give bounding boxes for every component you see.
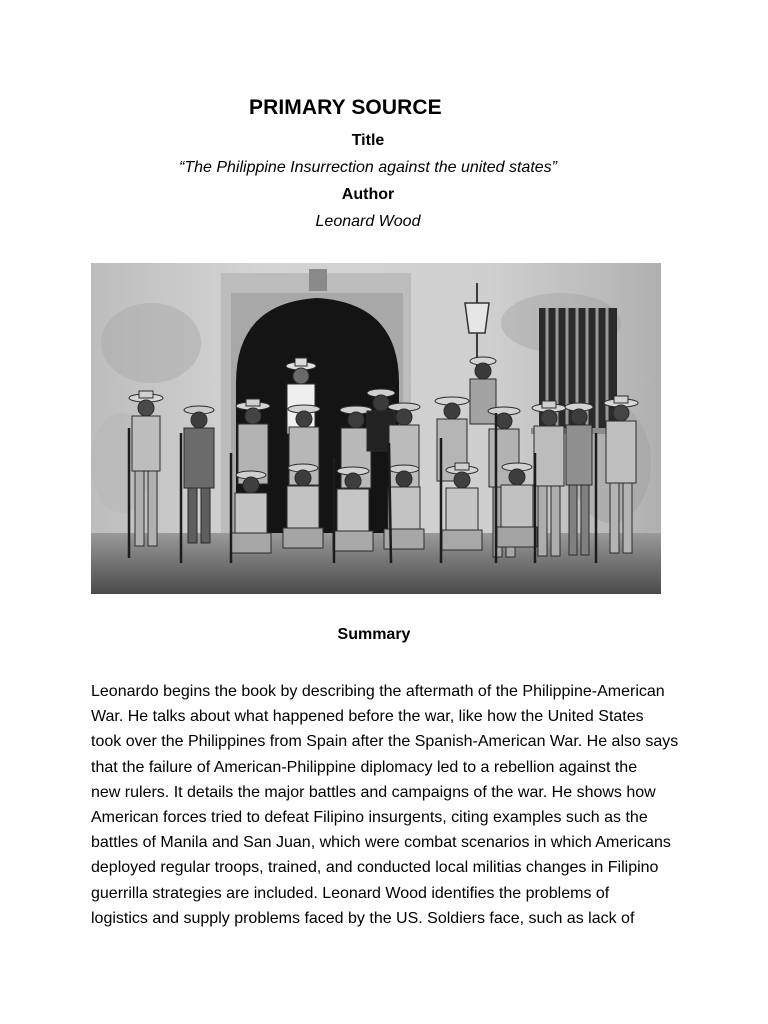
summary-line: took over the Philippines from Spain after the Spanish-American War. He also says xyxy=(91,733,679,751)
summary-line: guerrilla strategies are included. Leonard Wood identifies the problems of xyxy=(91,884,610,902)
summary-line: American forces tried to defeat Filipino insurgents, citing examples such as the xyxy=(91,809,648,827)
summary-line: that the failure of American-Philippine diplomacy led to a rebellion against the xyxy=(91,758,638,776)
title-value: “The Philippine Insurrection against the united states” xyxy=(179,159,557,176)
title-label: Title xyxy=(351,132,385,149)
author-value: Leonard Wood xyxy=(315,213,421,230)
summary-paragraph xyxy=(91,679,691,931)
summary-heading: Summary xyxy=(337,626,411,643)
summary-line: new rulers. It details the major battles and campaigns of the war. He shows how xyxy=(91,783,656,801)
summary-line: War. He talks about what happened before the war, like how the United States xyxy=(91,708,644,726)
summary-line: logistics and supply problems faced by the US. Soldiers face, such as lack of xyxy=(91,909,635,927)
author-label: Author xyxy=(341,186,395,203)
page-heading: PRIMARY SOURCE xyxy=(249,96,442,119)
summary-line: deployed regular troops, trained, and conducted local militias changes in Filipino xyxy=(91,859,659,877)
summary-line: Leonardo begins the book by describing the aftermath of the Philippine-American xyxy=(91,683,665,700)
historical-photograph xyxy=(91,263,661,594)
summary-line: battles of Manila and San Juan, which were combat scenarios in which Americans xyxy=(91,834,671,852)
